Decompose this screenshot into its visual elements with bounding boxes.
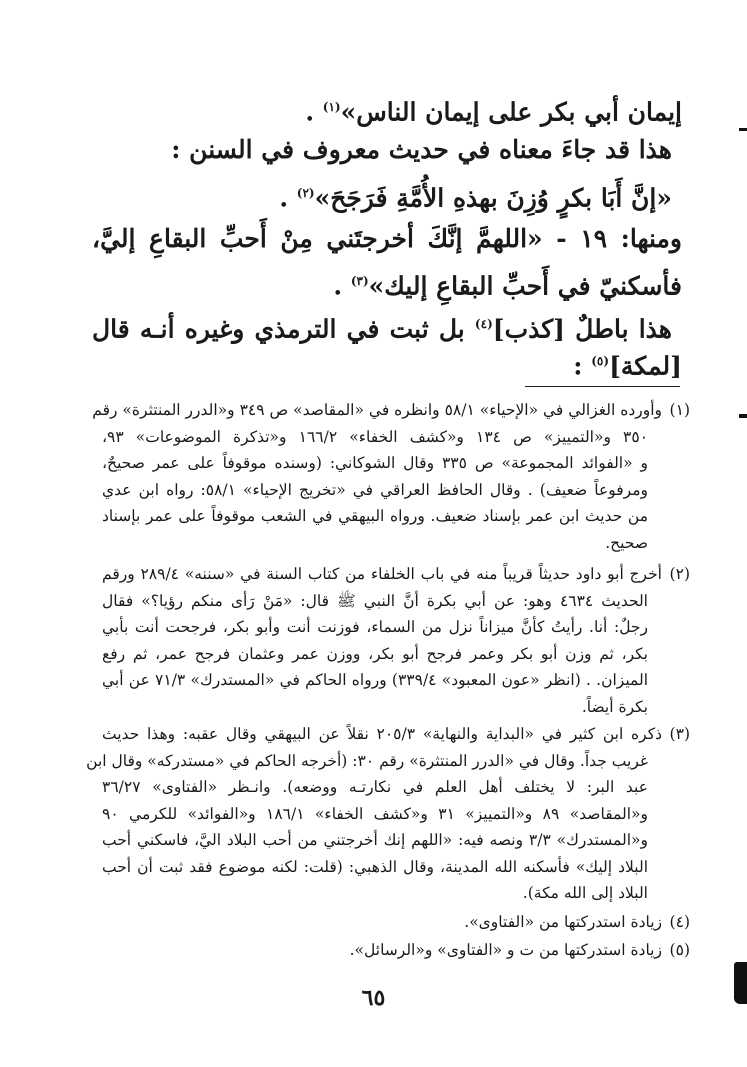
footnote-1	[92, 397, 690, 556]
page-number: ٦٥	[361, 985, 386, 1011]
footnote-2-number: (٢)	[669, 565, 690, 583]
main-line-3	[279, 176, 672, 215]
footnote-3-line: و«المقاصد» ٨٩ و«التمييز» ٣١ و«كشف الخفاء» ١٨٦/١ و«الفوائد» للكرمي ٩٠	[102, 804, 648, 823]
main-line-3-end: .	[279, 183, 289, 213]
footnote-2-line: أخرج أبو داود حديثاً قريباً منه في باب الخلفاء من كتاب السنة في «سننه» ٢٨٩/٤ ورقم	[102, 565, 662, 583]
main-line-1-end: .	[305, 97, 315, 127]
footnote-1-line: ٣٥٠ و«التمييز» ص ١٣٤ و«كشف الخفاء» ١٦٦/٢ و«تذكرة الموضوعات» ٩٣،	[102, 427, 649, 446]
footnote-3-line: البلاد إليك» فأسكنه الله المدينة، وقال الذهبي: (قلت: لكنه موضوع فقد ثبت أن أحب	[102, 857, 648, 876]
footnote-ref-1: (١)	[322, 100, 341, 114]
scan-edge-mark	[739, 128, 747, 131]
footnote-1-line: وأورده الغزالي في «الإحياء» ٥٨/١ وانظره في «المقاصد» ص ٣٤٩ و«الدرر المنتثرة» رقم	[92, 401, 662, 419]
footnote-ref-3: (٣)	[350, 274, 369, 288]
main-line-7-end: :	[573, 351, 583, 381]
footnote-2-line: رجلٌ: أنا. رأيتُ كأنَّ ميزاناً نزل من السماء، فوزنت أنت وأبو بكر، فرجحت أنت بأبي	[102, 618, 648, 636]
footnote-1-line: من حديث ابن عمر بإسناد ضعيف. ورواه البيهقي في الشعب موقوفاً على عمر بإسناد	[102, 507, 648, 525]
footnote-3-line: ذكره ابن كثير في «البداية والنهاية» ٢٠٥/٣ نقلاً عن البيهقي وقال عقبه: وهذا حديث	[102, 725, 662, 743]
footnote-3	[86, 721, 690, 907]
main-line-7-text: [لمكة]	[609, 351, 682, 381]
main-line-2: هذا قد جاءَ معناه في حديث معروف في السنن :	[171, 135, 672, 164]
main-line-6-text: هذا باطلٌ [كذب]	[492, 314, 672, 344]
footnote-2-line: بكرة أيضاً.	[581, 697, 648, 716]
main-line-4: ومنها: ١٩ - «اللهمَّ إنَّكَ أخرجتَني مِنْ أَحبِّ البقاعِ إليَّ،	[92, 224, 682, 253]
footnote-4-text: زيادة استدركتها من «الفتاوى».	[464, 913, 662, 931]
scan-edge-mark	[739, 414, 747, 418]
footnote-5-text: زيادة استدركتها من ت و «الفتاوى» و«الرسائل».	[349, 941, 662, 959]
footnote-3-line: البلاد إلى الله مكة).	[522, 884, 648, 902]
main-line-6-rest: بل ثبت في الترمذي وغيره أنـه قال	[92, 314, 465, 344]
footnote-ref-5: (٥)	[591, 354, 610, 368]
footnote-3-line: و«المستدرك» ٣/٣ ونصه فيه: «اللهم إنك أخرجتني من أحب البلاد اليَّ، فاسكني أحب	[102, 831, 648, 849]
footnote-1-line: ومرفوعاً ضعيف) . وقال الحافظ العراقي في «تخريج الإحياء» ٥٨/١: رواه ابن عدي	[102, 480, 648, 499]
footnote-3-line: عبد البر: لا يختلف أهل العلم في نكارتـه ووضعه). وانـظر «الفتاوى» ٣٦/٢٧	[102, 778, 648, 796]
main-line-6	[92, 307, 672, 346]
main-line-5-end: .	[333, 271, 343, 301]
footnote-separator	[525, 386, 680, 387]
main-line-5-text: فأسكنيّ في أَحبِّ البقاعِ إليك»	[368, 271, 682, 301]
main-line-1-text: إيمان أبي بكر على إيمان الناس»	[340, 97, 682, 127]
footnote-2-line: الحديث ٤٦٣٤ وهو: عن أبي بكرة أنَّ النبي ﷺ قال: «مَنْ رَأى منكم رؤيا؟» فقال	[102, 591, 648, 610]
main-line-5	[333, 264, 682, 303]
footnote-2-line: الميزان. . (انظر «عون المعبود» ٣٣٩/٤) ورواه الحاكم في «المستدرك» ٧١/٣ عن أبي	[102, 671, 648, 689]
footnote-1-number: (١)	[669, 401, 690, 419]
footnote-2-line: بكر، ثم وزن أبو بكر وعمر فرجح أبو بكر، ووزن عمر وعثمان فرجح عمر، ثم رفع	[102, 644, 648, 663]
footnote-1-line: و «الفوائد المجموعة» ص ٣٣٥ وقال الشوكاني: (وسنده موقوفاً على عمر صحيحٌ،	[102, 454, 649, 472]
footnote-4-number: (٤)	[669, 913, 690, 931]
footnote-5	[102, 937, 690, 964]
footnote-ref-2: (٢)	[296, 186, 315, 200]
main-line-7	[573, 344, 682, 383]
footnote-1-line: صحيح.	[605, 533, 648, 552]
footnote-ref-4: (٤)	[474, 317, 493, 331]
main-line-1	[305, 90, 682, 129]
footnote-5-number: (٥)	[669, 941, 690, 959]
main-line-3-text: «إنَّ أَبَا بكرٍ وُزِنَ بهذهِ الأُمَّةِ فَرَجَحَ»	[314, 183, 672, 213]
footnote-3-line: غريب جداً. وقال في «الدرر المنتثرة» رقم ٣٠: (أخرجه الحاكم في «مستدركه» وقال ابن	[86, 751, 648, 770]
footnote-4	[102, 909, 690, 936]
footnote-3-number: (٣)	[669, 725, 690, 743]
footnote-2	[102, 561, 690, 720]
scan-edge-mark	[734, 962, 747, 1004]
